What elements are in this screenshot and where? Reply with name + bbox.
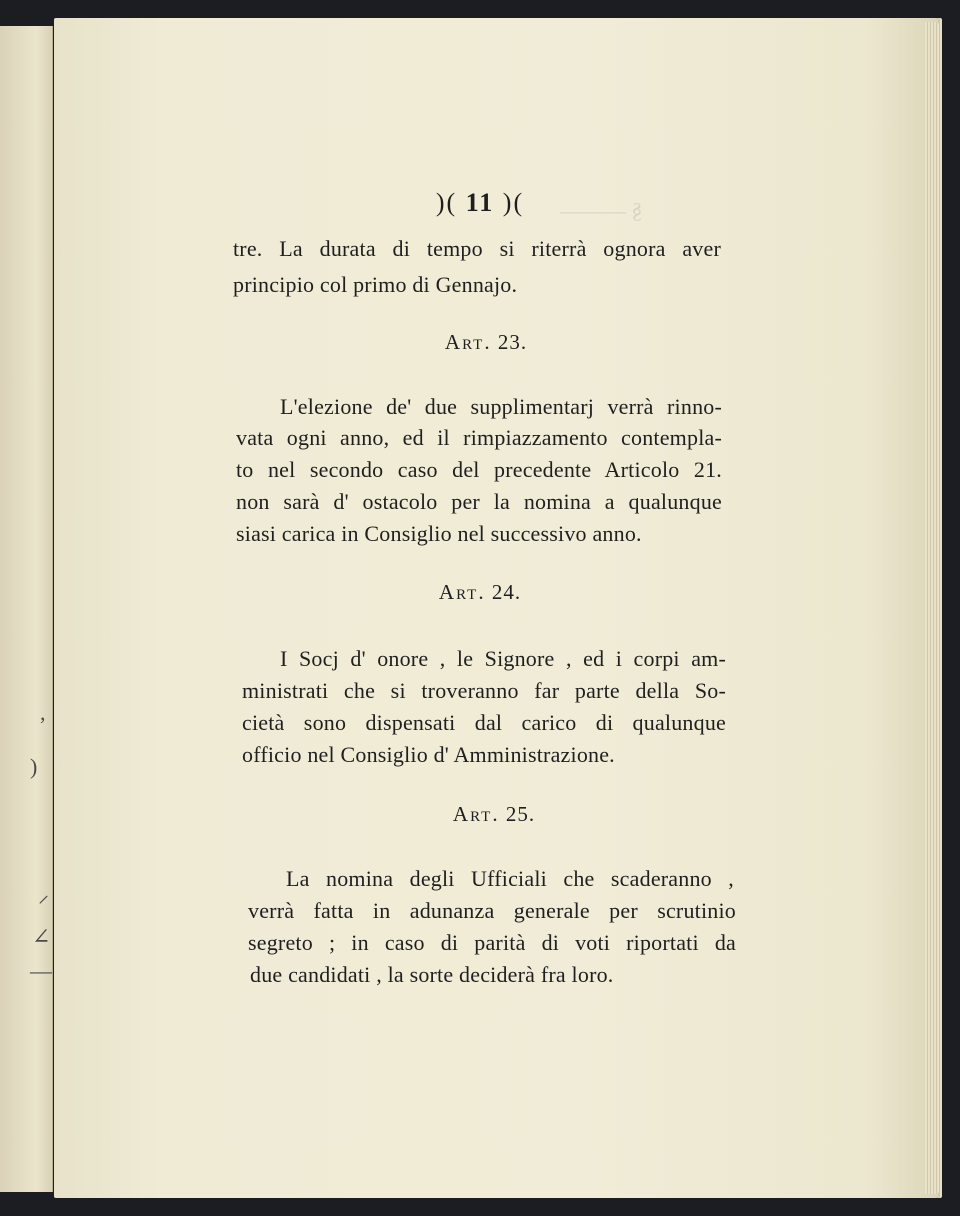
margin-mark: ⸝ — [38, 882, 50, 907]
article-number: 23. — [497, 330, 528, 354]
margin-mark: — — [30, 958, 52, 983]
text-line: La nomina degli Ufficiali che scaderanno , — [286, 866, 734, 891]
margin-mark: ∠ — [32, 924, 51, 949]
page-number-ornament-left: )( — [435, 188, 458, 217]
article-heading — [0, 580, 960, 605]
text-line: tre. La durata di tempo si riterrà ognora aver — [233, 236, 721, 261]
page-number-value: 11 — [465, 188, 495, 217]
margin-mark: ) — [30, 754, 38, 779]
page-number-ornament-right: )( — [502, 188, 525, 217]
text-line: principio col primo di Gennajo. — [233, 272, 518, 297]
text-line: cietà sono dispensati dal carico di qualunque — [242, 710, 726, 735]
page-number — [0, 188, 960, 218]
margin-mark: , — [40, 700, 46, 725]
text-line: segreto ; in caso di parità di voti riportati da — [248, 930, 736, 955]
article-heading — [0, 802, 960, 827]
text-line: due candidati , la sorte deciderà fra loro. — [250, 962, 614, 987]
text-line: officio nel Consiglio d' Amministrazione. — [242, 742, 615, 767]
text-line: ministrati che si troveranno far parte della So- — [242, 678, 726, 703]
article-label: Art. — [438, 580, 486, 604]
text-line: L'elezione de' due supplimentarj verrà rinno- — [280, 394, 722, 419]
article-number: 24. — [491, 580, 522, 604]
article-heading — [0, 330, 960, 355]
text-line: siasi carica in Consiglio nel successivo anno. — [236, 521, 642, 546]
text-line: non sarà d' ostacolo per la nomina a qualunque — [236, 489, 722, 514]
article-label: Art. — [452, 802, 500, 826]
text-line: verrà fatta in adunanza generale per scrutinio — [248, 898, 736, 923]
article-number: 25. — [505, 802, 536, 826]
text-line: vata ogni anno, ed il rimpiazzamento contempla- — [236, 425, 722, 450]
text-line: I Socj d' onore , le Signore , ed i corpi am- — [280, 646, 726, 671]
article-label: Art. — [444, 330, 492, 354]
show-through: § ——— — [560, 198, 643, 223]
text-line: to nel secondo caso del precedente Articolo 21. — [236, 457, 722, 482]
